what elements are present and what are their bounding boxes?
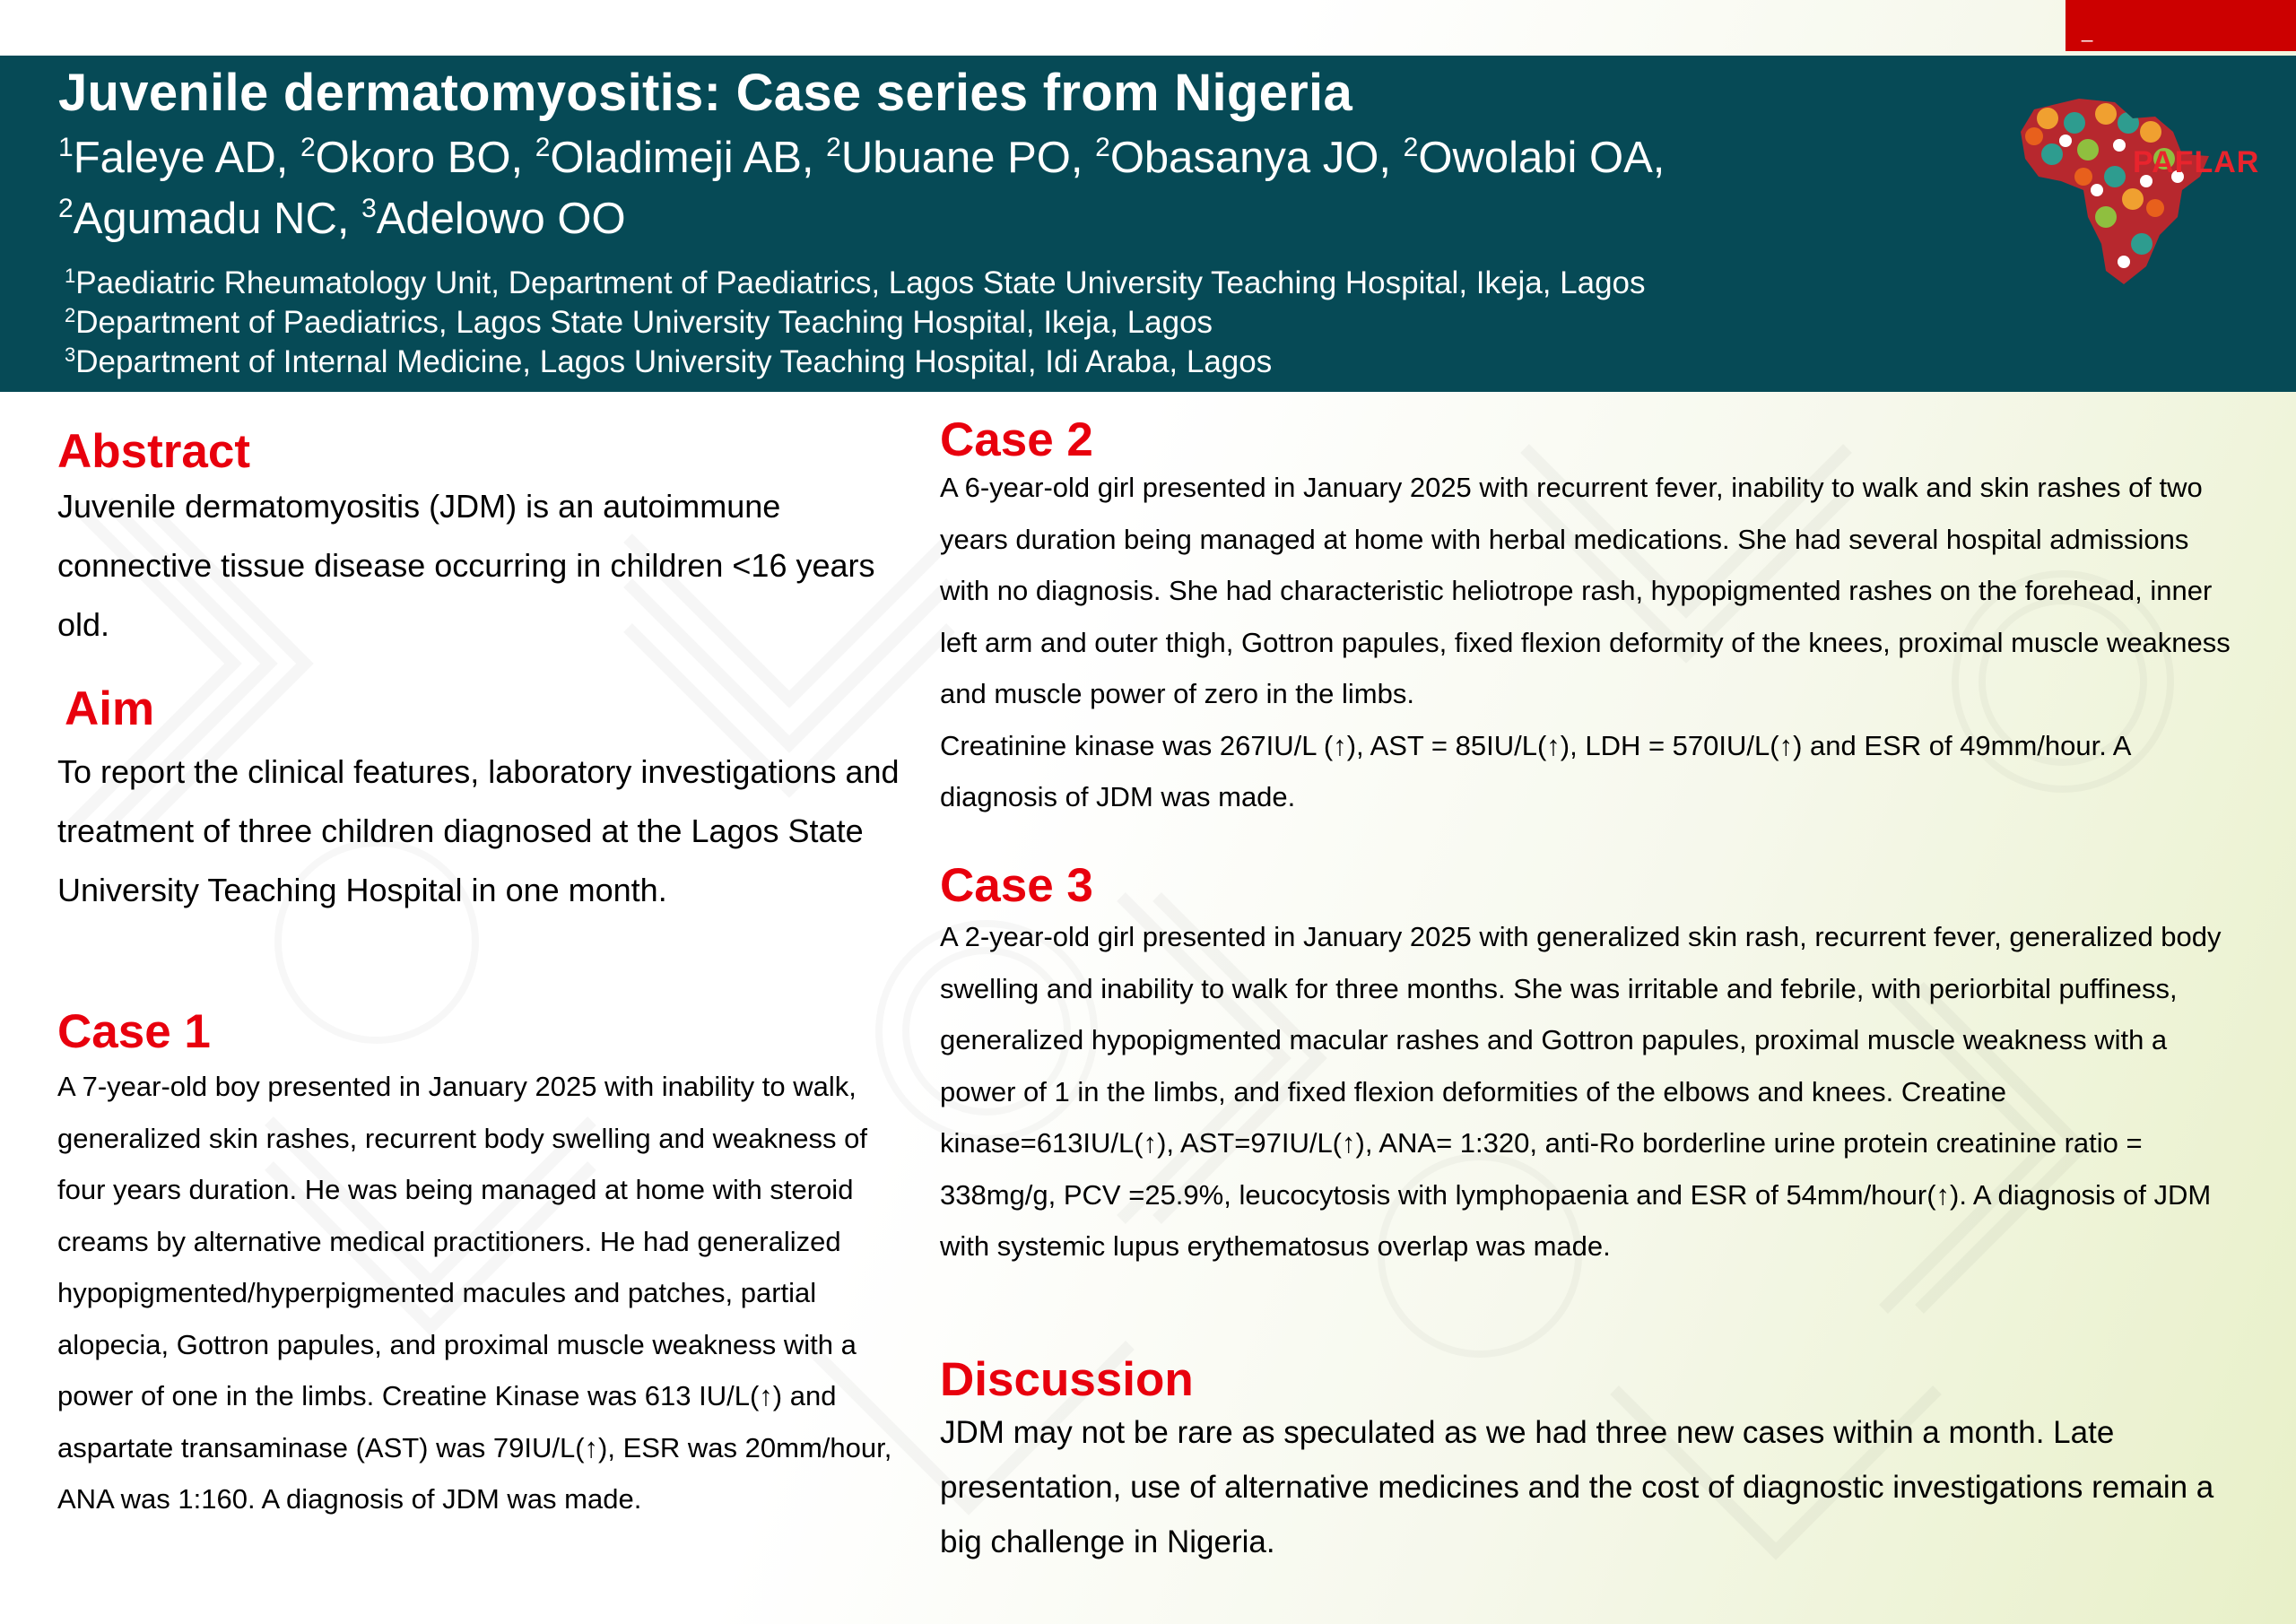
case1-text: A 7-year-old boy presented in January 2025 with inability to walk, generalized skin rashes, recurrent body swelling and weakness of four years duration. He was being managed at home with steroid creams by alternative medical practitioners. He had generalized hypopigmented/hyperpigmented macules and patches, partial alopecia, Gottron papules, and proximal muscle weakness with a power of one in the limbs. Creatine Kinase was 613 IU/L(↑) and aspartate transaminase (AST) was 79IU/L(↑), ESR was 20mm/hour, ANA was 1:160. A diagnosis of JDM was made. — [57, 1071, 892, 1515]
abstract-text: Juvenile dermatomyositis (JDM) is an autoimmune connective tissue disease occurring in children <16 years old. — [57, 488, 875, 643]
corner-mark: _ — [2082, 20, 2093, 42]
paflar-africa-logo — [1998, 91, 2267, 298]
case2-paragraph-2: Creatinine kinase was 267IU/L (↑), AST = 85IU/L(↑), LDH = 570IU/L(↑) and ESR of 49mm/hour. A diagnosis of JDM was made. — [940, 729, 2130, 812]
case3-text: A 2-year-old girl presented in January 2025 with generalized skin rash, recurrent fever, generalized body swelling and inability to walk for three months. She was irritable and febrile, with periorbital puffiness, generalized hypopigmented macular rashes and Gottron papules, proximal muscle weakness with a power of 1 in the limbs, and fixed flexion deformities of the elbows and knees. Creatine kinase=613IU/L(↑), AST=97IU/L(↑), ANA= 1:320, anti-Ro borderline urine protein creatinine ratio = 338mg/g, PCV =25.9%, leucocytosis with lymphopaenia and ESR of 54mm/hour(↑). A diagnosis of JDM with systemic lupus erythematosus overlap was made. — [940, 921, 2222, 1262]
author: $^2$Okoro BO, — [300, 133, 535, 182]
author-list — [58, 127, 1852, 249]
author: $^1$Faleye AD, — [58, 133, 300, 182]
author: $^2$Owolabi OA, — [1403, 133, 1665, 182]
affiliation-list — [65, 264, 1646, 382]
case1-heading: Case 1 — [57, 1005, 211, 1058]
case2-text — [940, 462, 2236, 823]
author: $^2$Agumadu NC, — [58, 194, 362, 243]
affiliation: $^3$Department of Internal Medicine, Lagos University Teaching Hospital, Idi Araba, Lagos — [65, 343, 1273, 379]
abstract-heading: Abstract — [57, 425, 251, 478]
aim-heading: Aim — [65, 682, 155, 735]
poster-title: Juvenile dermatomyositis: Case series from Nigeria — [58, 64, 1353, 122]
discussion-heading: Discussion — [940, 1353, 1194, 1406]
case3-heading: Case 3 — [940, 859, 1093, 912]
case2-heading: Case 2 — [940, 413, 1093, 466]
aim-text: To report the clinical features, laboratory investigations and treatment of three children diagnosed at the Lagos State University Teaching Hospital in one month. — [57, 753, 900, 908]
case2-paragraph-1: A 6-year-old girl presented in January 2025 with recurrent fever, inability to walk and skin rashes of two years duration being managed at home with herbal medications. She had several hospital admissions with no diagnosis. She had characteristic heliotrope rash, hypopigmented rashes on the forehead, inner left arm and outer thigh, Gottron papules, fixed flexion deformity of the knees, proximal muscle weakness and muscle power of zero in the limbs. — [940, 472, 2231, 709]
affiliation: $^2$Department of Paediatrics, Lagos State University Teaching Hospital, Ikeja, Lagos — [65, 304, 1213, 340]
author: $^2$Ubuane PO, — [826, 133, 1096, 182]
author: $^3$Adelowo OO — [361, 194, 626, 243]
author: $^2$Oladimeji AB, — [535, 133, 827, 182]
paflar-logo-text: PAFLAR — [2133, 145, 2260, 179]
affiliation: $^1$Paediatric Rheumatology Unit, Department of Paediatrics, Lagos State University Teaching Hospital, Ikeja, Lagos — [65, 265, 1646, 300]
top-accent-bar — [2066, 0, 2296, 51]
discussion-text: JDM may not be rare as speculated as we had three new cases within a month. Late presentation, use of alternative medicines and the cost of diagnostic investigations remain a big challenge in Nigeria. — [940, 1415, 2214, 1559]
author: $^2$Obasanya JO, — [1095, 133, 1404, 182]
poster-header — [0, 56, 2296, 392]
